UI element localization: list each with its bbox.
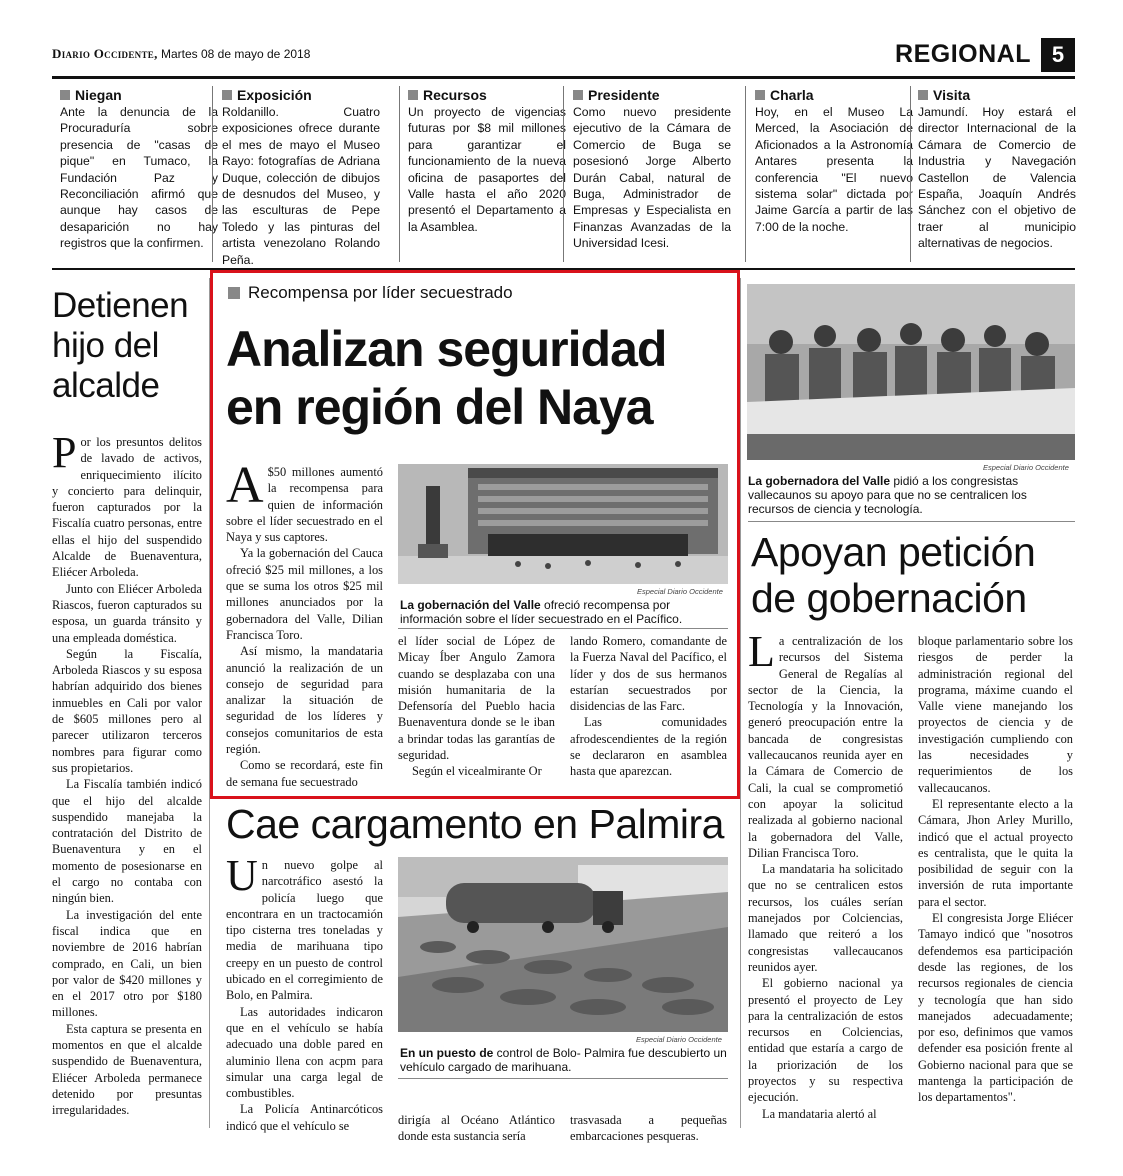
story-column <box>748 627 903 1122</box>
issue-date: Martes 08 de mayo de 2018 <box>157 47 311 61</box>
story-headline: Detienen hijo del alcalde <box>52 286 189 405</box>
story-paragraph: El representante electo a la Cámara, Jhon Arley Murillo, indicó que el actual proyecto es centralista, que le quita la posibilidad de seguir con la inversión de ruta importante para el sector. <box>918 796 1073 909</box>
story-headline: Cae cargamento en Palmira <box>226 801 724 847</box>
drop-cap: U <box>226 851 258 900</box>
newspaper-name: Diario Occidente, <box>52 46 158 61</box>
story-paragraph: Esta captura se presenta en momentos en que el alcalde suspendido de Buenaventura, Eliécer Arboleda permanece detenido por presuntas irregularidades. <box>52 1021 202 1118</box>
story-paragraph: Ya la gobernación del Cauca ofreció $25 mil millones, a los que se suma los otros $25 mil millones anunciados por la gobernadora del Valle, Dilian Francisca Toro. <box>226 546 383 642</box>
story-paragraph: Las comunidades afrodescendientes de la región se declararon en asamblea hasta que aparezcan. <box>570 715 727 779</box>
brief-title: Exposición <box>222 86 380 104</box>
story-column <box>570 633 727 780</box>
column-divider <box>399 86 400 262</box>
drop-cap: P <box>52 428 77 477</box>
brief-text: Roldanillo. Cuatro exposiciones ofrece durante el mes de mayo el Museo Rayo: fotografías de Adriana Duque, colección de dibujos de desnudos del Museo, y las esculturas de Pepe Toledo y las pinturas del artista venezolano Rolando Peña. <box>222 105 380 267</box>
story-paragraph: Así mismo, la mandataria anunció la realización de un consejo de seguridad para analizar la situación de seguridad de los líderes y consejos comunitarios de esta región. <box>226 644 383 757</box>
story-paragraph: bloque parlamentario sobre los riesgos de perder la administración regional del programa, máxime cuando el Valle viene manejando los proyectos de ciencia y de investigación cumpliendo con las necesidades y requerimientos de los vallecaucanos. <box>918 634 1073 795</box>
story-paragraph: El congresista Jorge Eliécer Tamayo indicó que "nosotros defendemos esa participación desde las regiones, de los recursos regionales de ciencia y tecnología que han sido manejados adecuadamente; por eso, definimos que vamos defender esa posición frente al Gobierno nacional para que se mantenga la participación de los departamentos". <box>918 911 1073 1105</box>
tanker-truck-photo <box>398 857 728 1032</box>
story-paragraph: dirigía al Océano Atlántico donde esta sustancia sería <box>398 1113 555 1144</box>
story-column <box>918 633 1073 1106</box>
story-paragraph: La mandataria alertó al <box>762 1106 877 1121</box>
congress-meeting-photo <box>747 284 1075 460</box>
story-column <box>398 633 555 780</box>
square-bullet-icon <box>228 287 240 299</box>
square-bullet-icon <box>222 90 232 100</box>
brief-item <box>573 86 731 264</box>
drop-cap: L <box>748 627 775 676</box>
square-bullet-icon <box>60 90 70 100</box>
story-detienen <box>52 286 202 1118</box>
story-paragraph: La Policía Antinarcóticos indicó que el vehículo se <box>226 1102 383 1133</box>
story-column <box>226 457 383 790</box>
header-rule <box>52 76 1075 79</box>
story-kicker: Recompensa por líder secuestrado <box>228 283 513 303</box>
section-label: REGIONAL <box>895 40 1031 68</box>
photo-credit: Especial Diario Occidente <box>637 587 723 596</box>
story-paragraph: La Fiscalía también indicó que el hijo del alcalde suspendido manejaba la contratación del Distrito de Buenaventura y en el momento de posesionarse en el cargo no contaba con ningún bien. <box>52 777 202 906</box>
column-divider <box>212 86 213 262</box>
brief-item <box>60 86 218 264</box>
story-paragraph: Junto con Eliécer Arboleda Riascos, fueron capturados su esposa, un guarda tránsito y una empleada doméstica. <box>52 581 202 645</box>
photo-caption: La gobernadora del Valle pidió a los congresistas vallecaunos su apoyo para que no se centralicen los recursos de ciencia y tecnología. <box>748 474 1027 516</box>
brief-text: Hoy, en el Museo La Merced, la Asociación de Aficionados a la Astronomía Antares presenta la conferencia "El nuevo sistema solar" dictada por Jaime García a partir de las 7:00 de la noche. <box>755 105 913 234</box>
story-body <box>52 428 203 1118</box>
photo-credit: Especial Diario Occidente <box>983 463 1069 472</box>
brief-item <box>918 86 1076 264</box>
story-paragraph: Como se recordará, este fin de semana fue secuestrado <box>226 758 383 789</box>
brief-item <box>408 86 566 264</box>
photo-credit: Especial Diario Occidente <box>636 1035 722 1044</box>
story-paragraph: Según el vicealmirante Or <box>412 764 542 779</box>
brief-item <box>755 86 913 264</box>
caption-rule <box>398 1078 728 1079</box>
masthead <box>52 46 310 62</box>
story-paragraph: A $50 millones aumentó la recompensa para quien de información sobre el líder secuestrado en el Naya y sus captores. <box>226 457 383 545</box>
photo-caption: La gobernación del Valle ofreció recompensa por información sobre el líder secuestrado en el Pacífico. <box>400 598 683 626</box>
page-number: 5 <box>1041 38 1075 72</box>
square-bullet-icon <box>573 90 583 100</box>
gobernacion-building-photo <box>398 464 728 584</box>
brief-title: Niegan <box>60 86 218 104</box>
photo-caption: En un puesto de control de Bolo- Palmira fue descubierto un vehículo cargado de marihuana. <box>400 1046 727 1074</box>
story-paragraph: La mandataria ha solicitado que no se centralicen estos recursos, los cuáles serían manejados por Colciencias, llamado que reiteró a los congresistas vallecaucanos reunidos ayer. <box>748 862 903 974</box>
brief-text: Un proyecto de vigencias futuras por $8 mil millones para garantizar el funcionamiento de la nueva oficina de pasaportes del Valle hasta el año 2020 presentó el Departamento a la Asamblea. <box>408 105 566 234</box>
story-paragraph: El gobierno nacional ya presentó el proyecto de Ley para la centralización de estos recursos en Colciencias, entidad que estaría a cargo de la priorización de los proyectos y su respectiva ejecución. <box>748 976 903 1105</box>
story-paragraph: el líder social de López de Micay Íber Angulo Zamora cuando se desplazaba con una misión humanitaria de la Defensoría del Pueblo hacia Buenaventura donde se le iban a brindar todas las garantías de seguridad. <box>398 634 555 763</box>
story-headline: Apoyan petición de gobernación <box>751 529 1036 621</box>
story-paragraph: Las autoridades indicaron que en el vehículo se había adecuado una doble pared en aluminio llena con acpm para simular una carga legal de combustibles. <box>226 1004 383 1101</box>
brief-text: Jamundí. Hoy estará el director Internacional de la Cámara de Comercio de Industria y Navegación Castellon de Valencia España, Joaquín Andrés Sánchez con el objetivo de traer al municipio alternativas de negocios. <box>918 105 1076 251</box>
column-divider <box>745 86 746 262</box>
story-column <box>570 1112 727 1145</box>
story-paragraph: La investigación del ente fiscal indica que en noviembre de 2016 habrían comprado, en Cali, un bien por valor de $420 millones y en el 2017 otro por $180 millones. <box>52 907 202 1020</box>
story-column <box>398 1112 555 1145</box>
brief-text: Ante la denuncia de la Procuraduría sobre presencia de "casas de pique" en Tumaco, la Fundación Paz y Reconciliación afirmó que aunque hay casos de desaparición no hay registros que la confirmen. <box>60 105 218 251</box>
story-paragraph: Por los presuntos delitos de lavado de activos, enriquecimiento ilícito y concierto para delinquir, fueron capturados por la Fiscalía cuatro personas, entre ellas el hijo del suspendido Alcalde de Buenaventura, Eliécer Arboleda. <box>52 428 203 580</box>
story-paragraph: trasvasada a pequeñas embarcaciones pesqueras. <box>570 1113 727 1144</box>
story-paragraph: lando Romero, comandante de la Fuerza Naval del Pacífico, el líder y dos de sus hermanos estarían secuestrados por disidencias de las Farc. <box>570 634 727 714</box>
story-paragraph: Un nuevo golpe al narcotráfico asestó la policía luego que encontrara en un tractocamión tipo cisterna tres toneladas y media de marihuana tipo creepy en un puesto de control ubicado en el corregimiento de Bolo, en Palmira. <box>226 851 383 1003</box>
story-column <box>226 851 383 1134</box>
drop-cap: A <box>226 457 264 514</box>
brief-title: Presidente <box>573 86 731 104</box>
caption-rule <box>398 628 728 629</box>
brief-title: Charla <box>755 86 913 104</box>
square-bullet-icon <box>755 90 765 100</box>
brief-title: Recursos <box>408 86 566 104</box>
brief-item <box>222 86 380 267</box>
brief-text: Como nuevo presidente ejecutivo de la Cámara de Comercio de Buga se posesionó Jorge Alberto Durán Cabal, natural de Buga, Administrador de Empresas y Especialista en Finanzas Avanzadas de la Universidad Icesi. <box>573 105 731 251</box>
story-headline: Analizan seguridad en región del Naya <box>226 321 667 435</box>
column-divider <box>740 278 741 1128</box>
story-paragraph: Según la Fiscalía, Arboleda Riascos y su esposa habrían adquirido dos bienes inmuebles en Cali por valor de $605 millones pero al parecer utilizaron terceros nombres para figurar como sus propietarios. <box>52 646 202 775</box>
square-bullet-icon <box>408 90 418 100</box>
story-paragraph: La centralización de los recursos del Sistema General de Regalías al sector de la Ciencia, la Tecnología y la Innovación, generó preocupación entre la bancada de congresistas vallecaucanos reunida ayer en la Cámara de Comercio de Cali, la cual se comprometió con apoyar la solicitud realizada al gobierno nacional la gobernadora del Valle, Dilian Francisca Toro. <box>748 627 903 860</box>
page-header <box>52 38 1077 72</box>
brief-title: Visita <box>918 86 1076 104</box>
column-divider <box>563 86 564 262</box>
caption-rule <box>748 521 1075 522</box>
square-bullet-icon <box>918 90 928 100</box>
column-divider <box>910 86 911 262</box>
